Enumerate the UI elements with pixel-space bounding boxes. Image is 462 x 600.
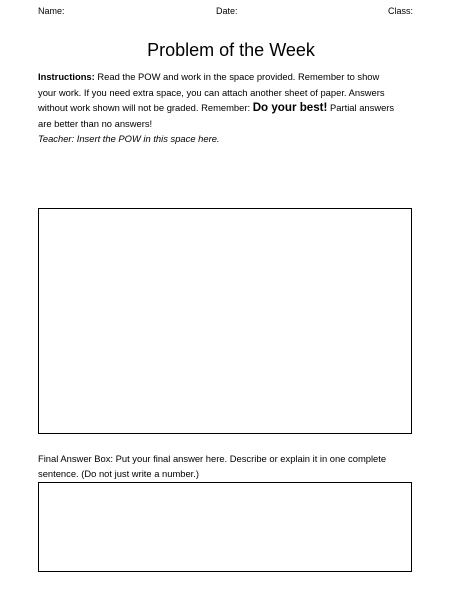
name-label: Name: [38,6,65,16]
instructions-tail: Partial answers are better than no answers! [38,102,395,129]
instructions-body: Read the POW and work in the space provided. Remember to show your work. If you need extra space, you can attach another sheet of paper. Answers without work shown will not be graded. Remember: [38,71,385,113]
final-answer-label: Final Answer Box: Put your final answer here. Describe or explain it in one complete sentence. (Do not just write a number.) [38,453,387,479]
instructions-lead: Instructions: [38,71,95,82]
teacher-note: Teacher: Insert the POW in this space here. [38,133,220,144]
instructions-emphasis: Do your best! [252,101,328,114]
header-row [38,6,413,18]
final-answer-box[interactable] [38,482,412,572]
class-label: Class: [387,6,413,16]
work-area-box[interactable] [38,208,412,434]
date-label: Date: [216,6,238,16]
instructions-paragraph [38,69,398,131]
page-title: Problem of the Week [147,40,315,60]
